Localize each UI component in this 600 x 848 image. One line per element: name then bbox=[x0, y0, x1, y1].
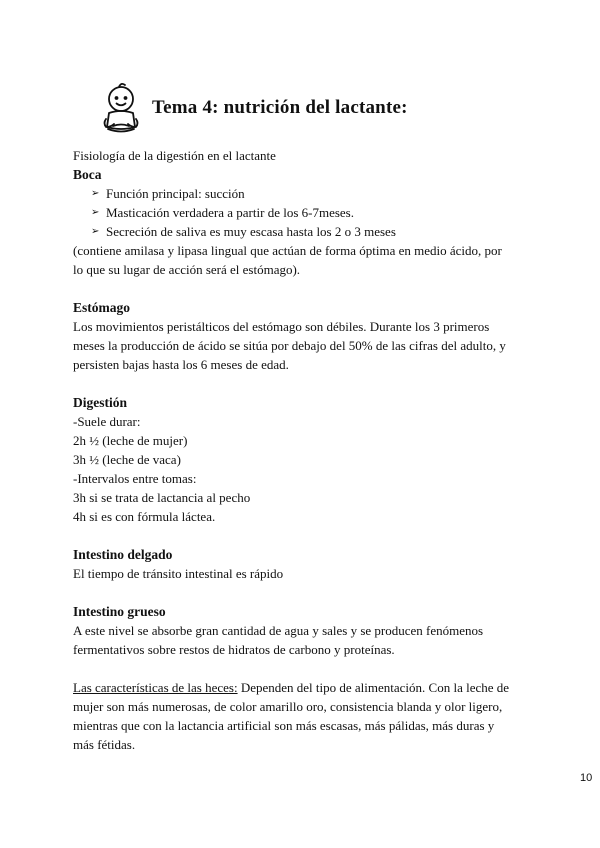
heading-intestino-grueso: Intestino grueso bbox=[73, 604, 166, 619]
baby-icon bbox=[102, 82, 140, 134]
list-item: ➢ Masticación verdadera a partir de los 6-7meses. bbox=[91, 203, 513, 222]
heading-estomago: Estómago bbox=[73, 300, 130, 315]
estomago-text: Los movimientos peristálticos del estómago son débiles. Durante los 3 primeros meses la producción de ácido se sitúa por debajo del 50% de las cifras del adulto, y persisten bajas hasta los 6 meses de edad. bbox=[73, 319, 506, 372]
intro-line: Fisiología de la digestión en el lactante bbox=[73, 148, 276, 163]
digestion-line: -Suele durar: bbox=[73, 414, 141, 429]
heading-boca: Boca bbox=[73, 167, 102, 182]
digestion-line: 2h ½ (leche de mujer) bbox=[73, 433, 188, 448]
page-title: Tema 4: nutrición del lactante: bbox=[152, 97, 408, 118]
content bbox=[73, 146, 513, 754]
delgado-text: El tiempo de tránsito intestinal es rápido bbox=[73, 566, 284, 581]
heces-label: Las características de las heces: bbox=[73, 680, 238, 695]
grueso-text: A este nivel se absorbe gran cantidad de agua y sales y se producen fenómenos fermentativos sobre restos de hidratos de carbono y proteínas. bbox=[73, 623, 484, 657]
heces-paragraph bbox=[73, 678, 513, 754]
heading-intestino-delgado: Intestino delgado bbox=[73, 547, 173, 562]
list-item: ➢ Función principal: succión bbox=[91, 184, 513, 203]
digestion-line: 3h si se trata de lactancia al pecho bbox=[73, 490, 251, 505]
boca-list bbox=[73, 184, 513, 241]
heading-digestion: Digestión bbox=[73, 395, 127, 410]
list-item: ➢ Secreción de saliva es muy escasa hasta los 2 o 3 meses bbox=[91, 222, 513, 241]
title-row bbox=[102, 82, 408, 134]
boca-note: (contiene amilasa y lipasa lingual que actúan de forma óptima en medio ácido, por lo que su lugar de acción será el estómago). bbox=[73, 243, 502, 277]
page-number: 10 bbox=[580, 772, 593, 784]
digestion-line: 3h ½ (leche de vaca) bbox=[73, 452, 181, 467]
digestion-line: 4h si es con fórmula láctea. bbox=[73, 509, 216, 524]
heces-text: Dependen del tipo de alimentación. Con la leche de mujer son más numerosas, de color amarillo oro, consistencia blanda y olor ligero, mientras que con la lactancia artificial son más escasas, más pálidas, más duras y más fétidas. bbox=[73, 680, 510, 752]
digestion-line: -Intervalos entre tomas: bbox=[73, 471, 197, 486]
